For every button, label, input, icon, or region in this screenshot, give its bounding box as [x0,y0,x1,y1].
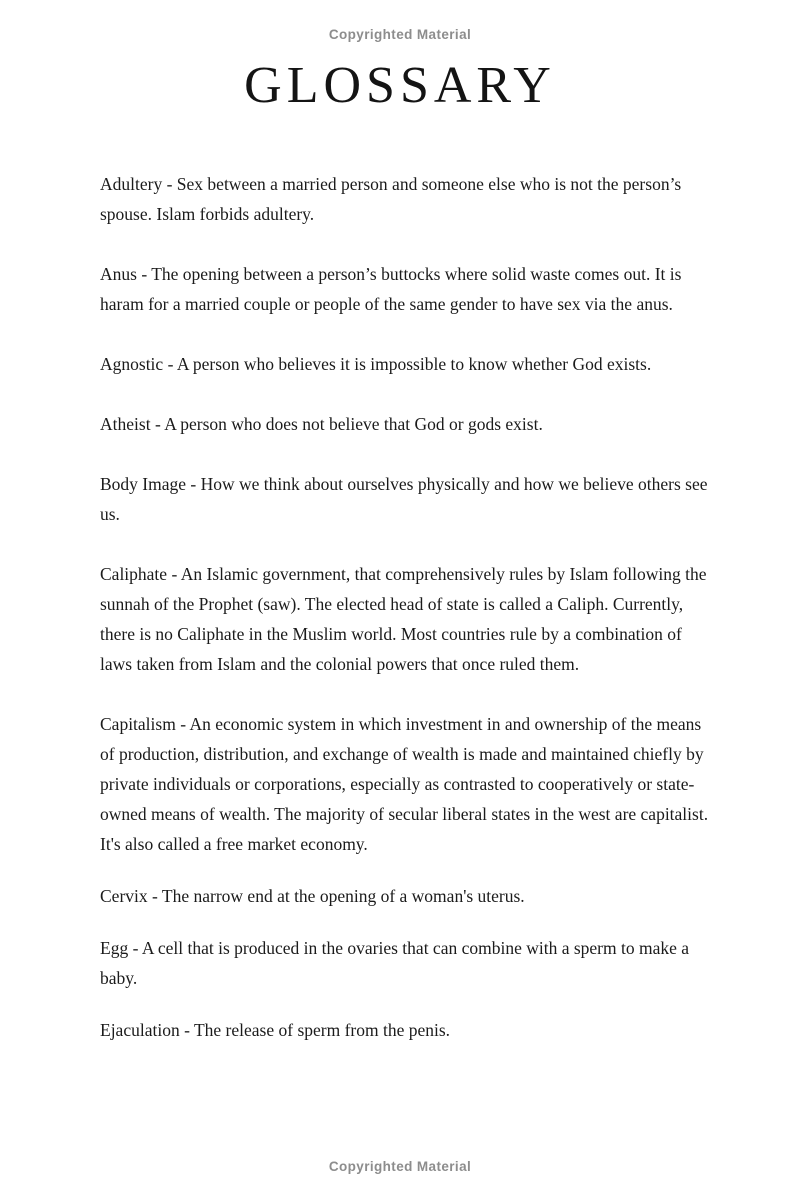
glossary-term: Atheist [100,414,151,434]
glossary-term: Caliphate [100,564,168,584]
glossary-term: Body Image [100,474,187,494]
glossary-definition: The opening between a person’s buttocks where solid waste comes out. It is haram for a married couple or people of the same gender to have sex via the anus. [100,264,682,314]
term-separator: - [152,886,162,906]
term-separator: - [132,938,142,958]
glossary-entry [100,881,712,911]
glossary-definition: A cell that is produced in the ovaries that can combine with a sperm to make a baby. [100,938,690,988]
glossary-term: Capitalism [100,714,176,734]
glossary-entry [100,409,712,439]
glossary-entry [100,169,712,229]
glossary-term: Adultery [100,174,163,194]
glossary-term: Anus [100,264,137,284]
term-separator: - [167,354,177,374]
glossary-entry [100,1015,712,1045]
glossary-definition: An economic system in which investment in and ownership of the means of production, distribution, and exchange of wealth is made and maintained chiefly by private individuals or corporations, especially as contrasted to cooperatively or state-owned means of wealth. The majority of secular liberal states in the west are capitalist. It's also called a free market economy. [100,714,709,854]
term-separator: - [166,174,177,194]
term-separator: - [154,414,165,434]
glossary-term: Agnostic [100,354,164,374]
glossary-entry [100,933,712,993]
term-separator: - [180,714,190,734]
glossary-definition: A person who does not believe that God or gods exist. [164,414,543,434]
term-separator: - [190,474,201,494]
glossary-entry [100,469,712,529]
glossary-entry [100,259,712,319]
glossary-entries [100,169,712,1067]
copyright-notice-bottom: Copyrighted Material [328,1159,472,1174]
glossary-definition: Sex between a married person and someone else who is not the person’s spouse. Islam forbids adultery. [100,174,682,224]
term-separator: - [184,1020,194,1040]
term-separator: - [171,564,181,584]
term-separator: - [141,264,152,284]
glossary-term: Cervix [100,886,148,906]
glossary-definition: The narrow end at the opening of a woman's uterus. [161,886,525,906]
page-title: GLOSSARY [244,57,556,114]
glossary-definition: How we think about ourselves physically and how we believe others see us. [100,474,708,524]
glossary-term: Egg [100,938,129,958]
glossary-definition: A person who believes it is impossible to know whether God exists. [176,354,652,374]
glossary-entry [100,559,712,679]
glossary-definition: The release of sperm from the penis. [193,1020,451,1040]
glossary-entry [100,709,712,859]
copyright-notice-top: Copyrighted Material [328,27,472,42]
glossary-entry [100,349,712,379]
glossary-term: Ejaculation [100,1020,180,1040]
glossary-definition: An Islamic government, that comprehensively rules by Islam following the sunnah of the Prophet (saw). The elected head of state is called a Caliph. Currently, there is no Caliphate in the Muslim world. Most countries rule by a combination of laws taken from Islam and the colonial powers that once ruled them. [100,564,707,674]
